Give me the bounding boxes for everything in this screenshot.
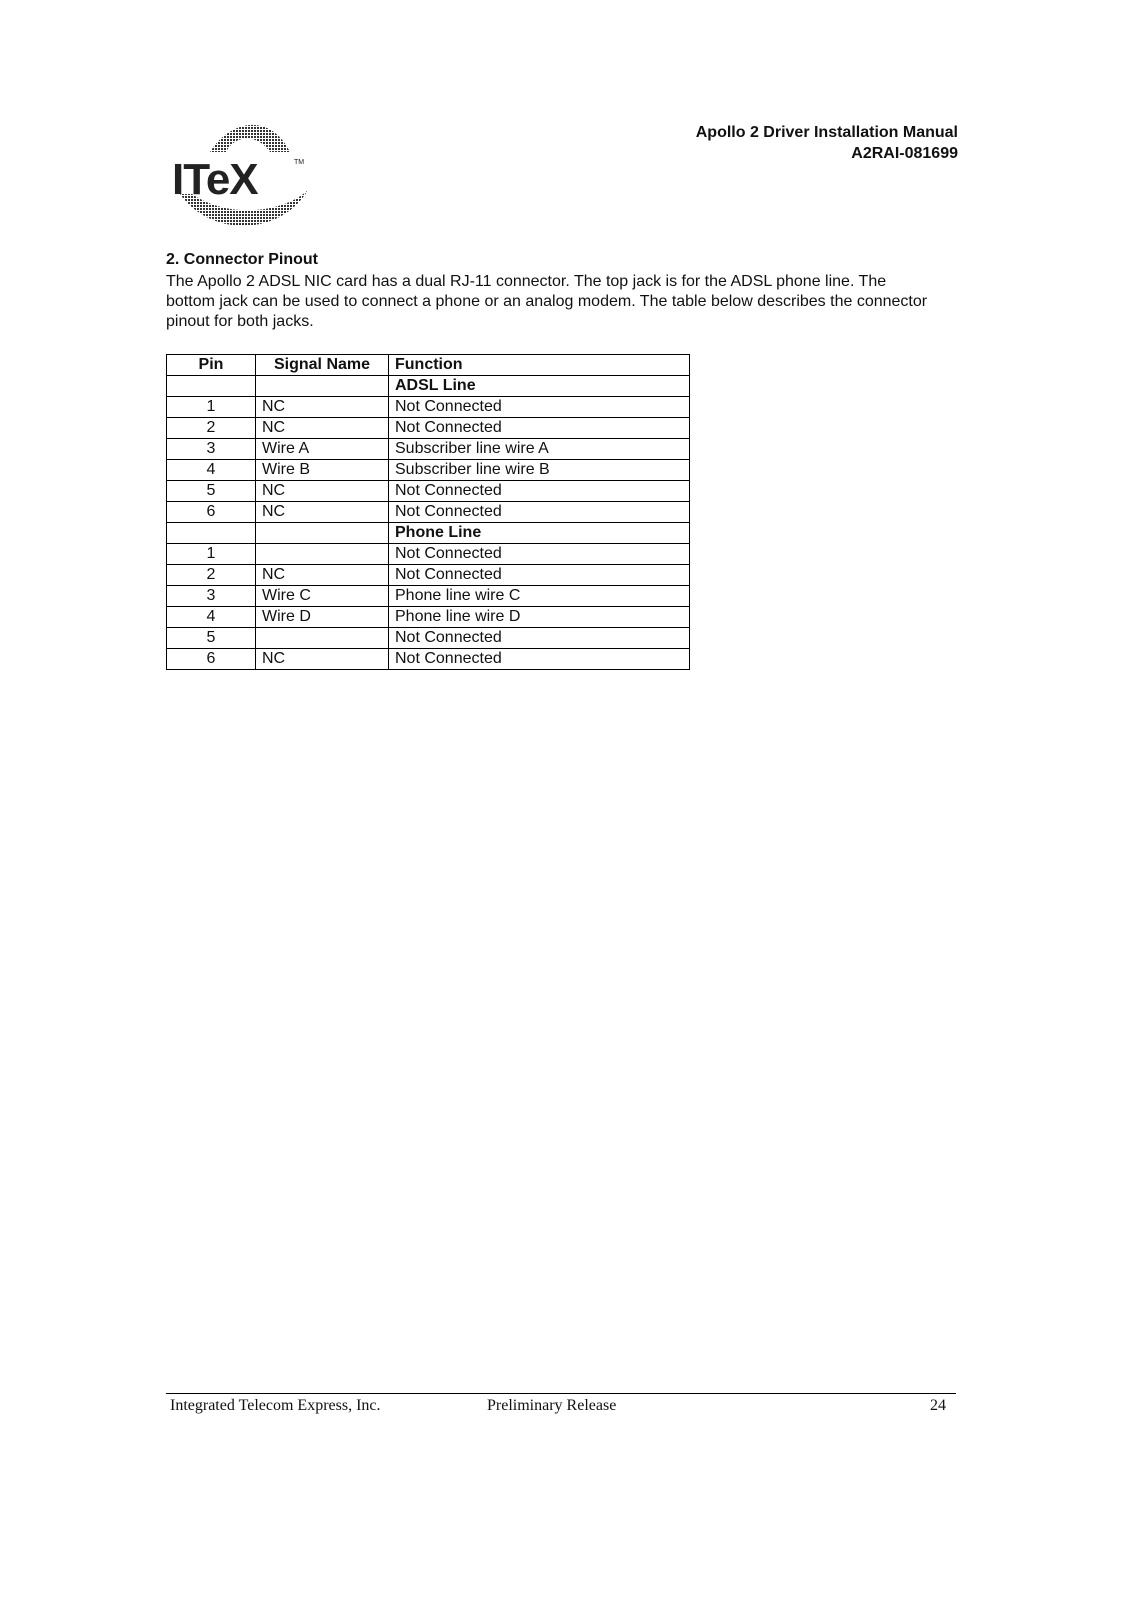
group-pin-empty: [167, 523, 256, 544]
function-cell: Not Connected: [389, 649, 690, 670]
section-intro: The Apollo 2 ADSL NIC card has a dual RJ-11 connector. The top jack is for the ADSL phone line. The bottom jack can be used to connect a phone or an analog modem. The table below describes the connector pinout for both jacks.: [166, 273, 928, 330]
signal-cell: Wire A: [256, 439, 389, 460]
logo-swoosh-top: [210, 125, 290, 152]
footer-page-number: 24: [930, 1397, 946, 1414]
signal-cell: NC: [256, 481, 389, 502]
table-row: [167, 586, 690, 607]
pin-cell: 6: [167, 649, 256, 670]
table-row: [167, 649, 690, 670]
table-row: [167, 460, 690, 481]
pin-cell: 2: [167, 565, 256, 586]
pinout-table: [166, 354, 690, 670]
signal-cell: NC: [256, 649, 389, 670]
function-cell: Not Connected: [389, 565, 690, 586]
page-header: [696, 122, 958, 164]
table-row: [167, 607, 690, 628]
table-row: [167, 397, 690, 418]
signal-cell: Wire C: [256, 586, 389, 607]
signal-cell: NC: [256, 502, 389, 523]
signal-cell: NC: [256, 418, 389, 439]
function-cell: Phone line wire D: [389, 607, 690, 628]
table-row: [167, 544, 690, 565]
group-pin-empty: [167, 376, 256, 397]
table-group-row: [167, 523, 690, 544]
function-cell: Not Connected: [389, 481, 690, 502]
signal-cell: [256, 544, 389, 565]
pin-cell: 4: [167, 460, 256, 481]
pin-cell: 5: [167, 481, 256, 502]
table-row: [167, 628, 690, 649]
function-cell: Not Connected: [389, 502, 690, 523]
function-cell: Subscriber line wire B: [389, 460, 690, 481]
logo-wordmark: ITeX: [172, 155, 258, 204]
signal-cell: Wire B: [256, 460, 389, 481]
pin-cell: 4: [167, 607, 256, 628]
function-cell: Not Connected: [389, 628, 690, 649]
header-signal-name: Signal Name: [256, 355, 389, 376]
function-cell: Phone line wire C: [389, 586, 690, 607]
footer-rule: [166, 1393, 956, 1394]
itex-logo: [170, 112, 320, 237]
pin-cell: 6: [167, 502, 256, 523]
pin-cell: 5: [167, 628, 256, 649]
signal-cell: [256, 628, 389, 649]
function-cell: Not Connected: [389, 397, 690, 418]
table-row: [167, 439, 690, 460]
group-signal-empty: [256, 376, 389, 397]
header-pin: Pin: [167, 355, 256, 376]
footer-company: Integrated Telecom Express, Inc.: [170, 1397, 381, 1414]
signal-cell: Wire D: [256, 607, 389, 628]
signal-cell: NC: [256, 397, 389, 418]
manual-title: Apollo 2 Driver Installation Manual: [695, 124, 958, 141]
table-header-row: [167, 355, 690, 376]
pin-cell: 3: [167, 439, 256, 460]
logo-trademark: TM: [294, 159, 305, 166]
section-title: 2. Connector Pinout: [166, 251, 318, 268]
pin-cell: 2: [167, 418, 256, 439]
function-cell: Not Connected: [389, 418, 690, 439]
table-group-row: [167, 376, 690, 397]
table-row: [167, 565, 690, 586]
signal-cell: NC: [256, 565, 389, 586]
group-label: ADSL Line: [389, 376, 690, 397]
pinout-table-body: [167, 376, 690, 670]
function-cell: Not Connected: [389, 544, 690, 565]
table-row: [167, 481, 690, 502]
table-row: [167, 418, 690, 439]
pin-cell: 3: [167, 586, 256, 607]
table-row: [167, 502, 690, 523]
footer-release: Preliminary Release: [487, 1397, 617, 1414]
group-label: Phone Line: [389, 523, 690, 544]
pin-cell: 1: [167, 544, 256, 565]
function-cell: Subscriber line wire A: [389, 439, 690, 460]
group-signal-empty: [256, 523, 389, 544]
pin-cell: 1: [167, 397, 256, 418]
header-function: Function: [389, 355, 690, 376]
document-id: A2RAI-081699: [851, 145, 958, 162]
